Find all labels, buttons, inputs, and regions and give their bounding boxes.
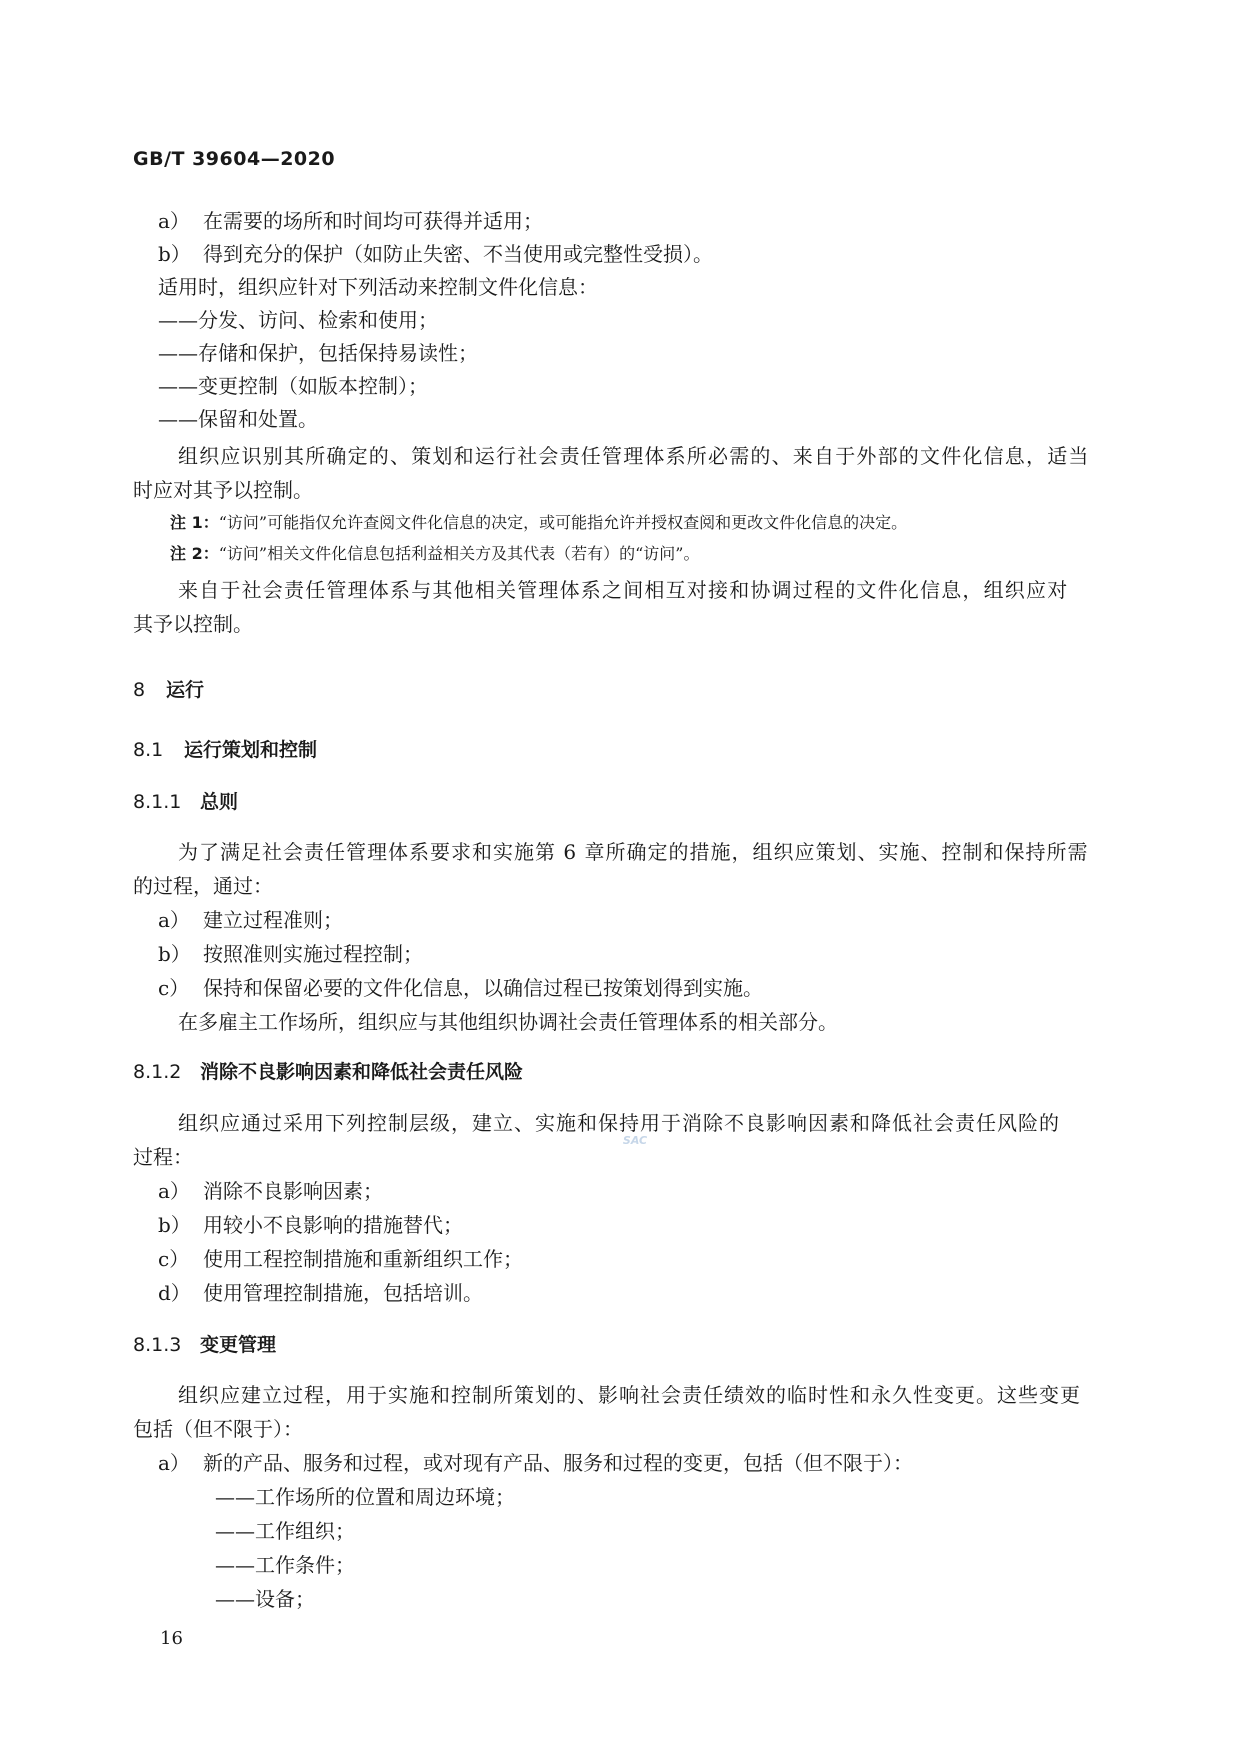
section-number: 8.1.3	[133, 1334, 182, 1356]
dash-item: ——工作条件；	[215, 1553, 355, 1577]
list-text: 用较小不良影响的措施替代；	[203, 1213, 463, 1237]
list-label: c）	[158, 1247, 190, 1271]
dash-item: ——工作场所的位置和周边环境；	[215, 1485, 515, 1509]
page-number: 16	[160, 1628, 183, 1649]
note-1	[170, 515, 907, 531]
paragraph-line: 时应对其予以控制。	[133, 478, 313, 502]
list-text: 保持和保留必要的文件化信息，以确信过程已按策划得到实施。	[203, 976, 763, 1000]
list-item-a	[158, 211, 543, 231]
list-item-d	[158, 1283, 483, 1303]
section-heading-8-1-1	[133, 793, 238, 812]
list-label: a）	[158, 1179, 190, 1203]
list-label: c）	[158, 976, 190, 1000]
list-text: 得到充分的保护（如防止失密、不当使用或完整性受损）。	[203, 242, 713, 266]
note-2	[170, 546, 699, 562]
list-text: 建立过程准则；	[203, 908, 343, 932]
note-text: “访问”可能指仅允许查阅文件化信息的决定，或可能指允许并授权查阅和更改文件化信息的决定。	[218, 513, 908, 532]
section-heading-8-1-2	[133, 1063, 523, 1082]
list-text: 使用管理控制措施，包括培训。	[203, 1281, 483, 1305]
paragraph-line: 为了满足社会责任管理体系要求和实施第 6 章所确定的措施，组织应策划、实施、控制和保持所需	[178, 840, 1089, 864]
paragraph-line: 组织应建立过程，用于实施和控制所策划的、影响社会责任绩效的临时性和永久性变更。这些变更	[178, 1383, 1081, 1407]
note-label: 注 1：	[170, 513, 219, 532]
paragraph-line: 组织应识别其所确定的、策划和运行社会责任管理体系所必需的、来自于外部的文件化信息，适当	[178, 444, 1090, 468]
section-heading-8-1-3	[133, 1336, 276, 1355]
dash-item: ——保留和处置。	[158, 407, 318, 431]
list-item-a	[158, 910, 343, 930]
list-label: b）	[158, 942, 191, 966]
sac-watermark-logo: SAC	[622, 1133, 648, 1147]
paragraph-line: 包括（但不限于）：	[133, 1417, 303, 1441]
list-label: a）	[158, 209, 190, 233]
list-text: 在需要的场所和时间均可获得并适用；	[203, 209, 543, 233]
list-item-c	[158, 978, 763, 998]
dash-item: ——存储和保护，包括保持易读性；	[158, 341, 478, 365]
paragraph-line: 其予以控制。	[133, 612, 253, 636]
section-title: 消除不良影响因素和降低社会责任风险	[200, 1061, 524, 1083]
section-number: 8	[133, 679, 146, 701]
list-label: d）	[158, 1281, 191, 1305]
dash-item: ——分发、访问、检索和使用；	[158, 308, 438, 332]
section-heading-8-1	[133, 741, 317, 760]
list-label: b）	[158, 242, 191, 266]
list-item-c	[158, 1249, 523, 1269]
list-label: a）	[158, 908, 190, 932]
list-label: b）	[158, 1213, 191, 1237]
paragraph-line: 的过程，通过：	[133, 874, 273, 898]
list-label: a）	[158, 1451, 190, 1475]
list-text: 使用工程控制措施和重新组织工作；	[203, 1247, 523, 1271]
document-code: GB/T 39604—2020	[133, 148, 336, 170]
note-text: “访问”相关文件化信息包括利益相关方及其代表（若有）的“访问”。	[218, 544, 700, 563]
section-title: 变更管理	[200, 1334, 277, 1356]
section-title: 运行策划和控制	[184, 739, 318, 761]
section-number: 8.1.1	[133, 791, 182, 813]
paragraph-line: 组织应通过采用下列控制层级，建立、实施和保持用于消除不良影响因素和降低社会责任风险的	[178, 1111, 1060, 1135]
list-text: 新的产品、服务和过程，或对现有产品、服务和过程的变更，包括（但不限于）：	[203, 1451, 913, 1475]
section-title: 总则	[200, 791, 239, 813]
list-item-a	[158, 1181, 383, 1201]
list-text: 按照准则实施过程控制；	[203, 942, 423, 966]
section-title: 运行	[166, 679, 205, 701]
list-item-b	[158, 244, 713, 264]
dash-item: ——变更控制（如版本控制）；	[158, 374, 428, 398]
section-number: 8.1.2	[133, 1061, 182, 1083]
list-text: 消除不良影响因素；	[203, 1179, 383, 1203]
dash-item: ——工作组织；	[215, 1519, 355, 1543]
paragraph-line: 过程：	[133, 1145, 193, 1169]
section-number: 8.1	[133, 739, 164, 761]
dash-item: ——设备；	[215, 1587, 315, 1611]
section-heading-8	[133, 681, 204, 700]
note-label: 注 2：	[170, 544, 219, 563]
paragraph-intro: 适用时，组织应针对下列活动来控制文件化信息：	[158, 275, 598, 299]
paragraph-line: 在多雇主工作场所，组织应与其他组织协调社会责任管理体系的相关部分。	[178, 1010, 838, 1034]
list-item-b	[158, 944, 423, 964]
list-item-a	[158, 1453, 913, 1473]
list-item-b	[158, 1215, 463, 1235]
paragraph-line: 来自于社会责任管理体系与其他相关管理体系之间相互对接和协调过程的文件化信息，组织应对	[178, 578, 1069, 602]
